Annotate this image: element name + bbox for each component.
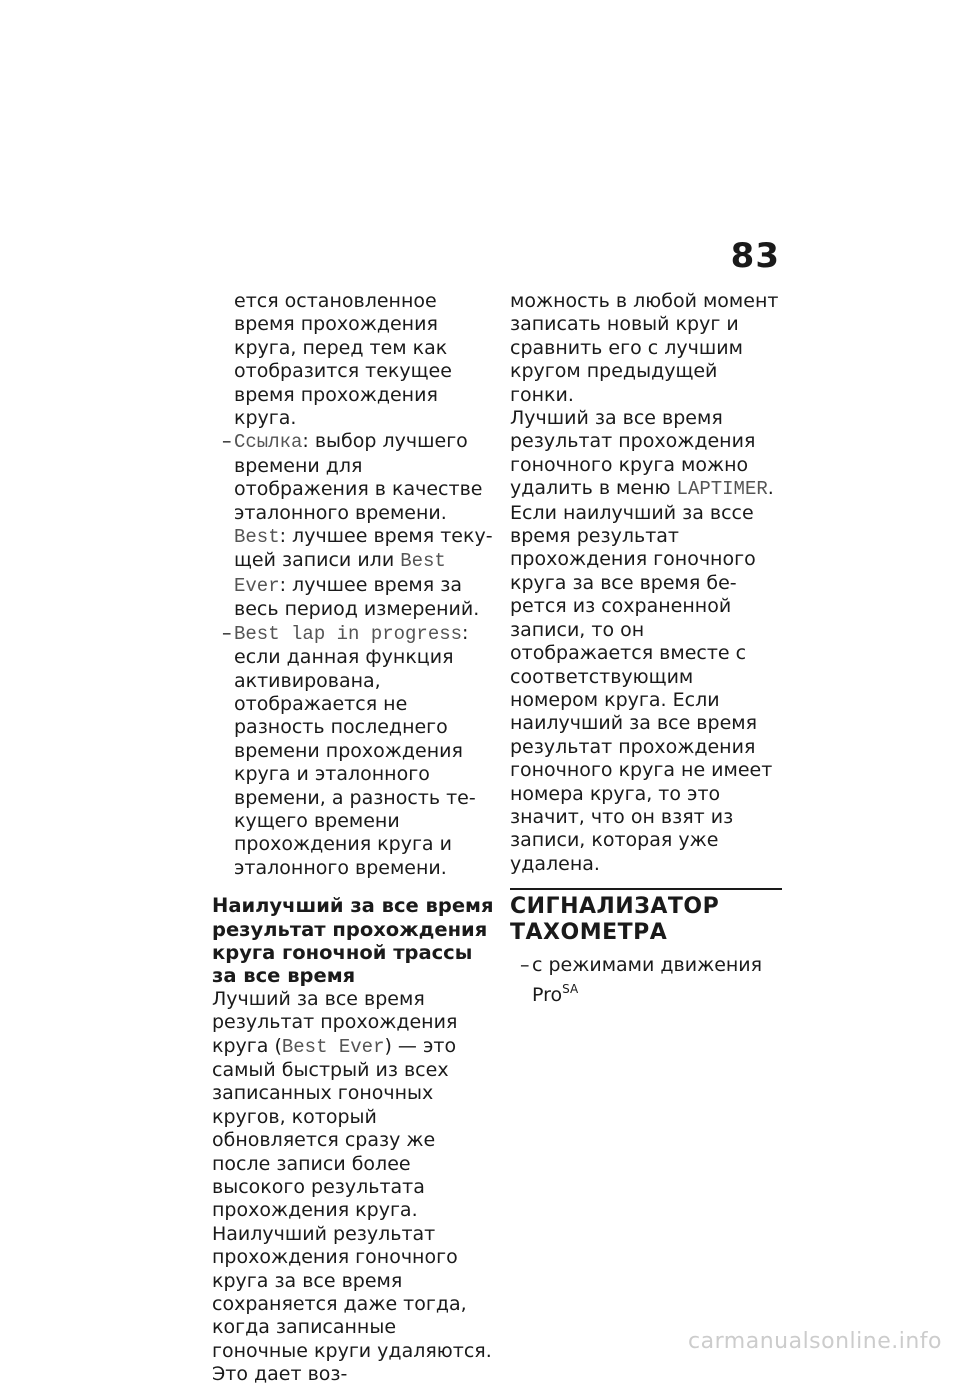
paragraph-text: ) — это самый быстрый из всех записанных гоночных кругов, который обновляется сразу же после записи более высокого результата прохождения круга. — [212, 1034, 457, 1222]
section-title: СИГНАЛИЗАТОР ТАХОМЕТРА — [510, 894, 720, 946]
page-number: 83 — [730, 236, 780, 276]
section-heading: Наилучший за все время результат прохождения круга гоночной трассы за все время — [212, 894, 494, 988]
paragraph-lap-number: Если наилучший за вссе время результат прохождения гоночного круга за все время берется из сохраненной записи, то он отображается вместе с соответствующим номером круга. Если наилучший за все время результат прохождения гоночного круга не имеет номера круга, то это значит, что он взят из записи, которая уже удалена. — [510, 501, 773, 875]
item-text: : если данная функция активирована, отображается не разность последнего времени прохождения круга и эталонного времени, а разность текущего времени прохождения круга и эталонного времени. — [234, 621, 476, 879]
paragraph-compare: можность в любой момент записать новый круг и сравнить его с лучшим кругом предыдущей гонки. — [510, 290, 779, 406]
paragraph-delete — [510, 407, 782, 502]
term-best-ever: Best Ever — [234, 550, 446, 597]
list-item-reference — [212, 430, 496, 621]
superscript: SA — [562, 981, 579, 996]
term-best-ever: Best Ever — [281, 1035, 385, 1058]
paragraph-text: . — [767, 477, 774, 500]
term-best-lap: Best lap in progress — [234, 622, 463, 645]
item-text: : выбор лучшего времени для отображения в качестве эталонного времени. — [234, 430, 483, 524]
intro-paragraph: ется остановленное время прохождения круга, перед тем как отобразится текущее время прохождения круга. — [234, 290, 452, 430]
watermark: carmanualsonline.info — [688, 1329, 942, 1354]
term-reference: Ссылка — [234, 431, 303, 454]
item-text: с режимами движения Pro — [532, 954, 763, 1006]
section-rule — [510, 888, 782, 946]
list-item-riding-modes — [510, 954, 782, 1007]
dash-bullet: – — [222, 621, 232, 644]
item-text: : лучшее время за весь период измерений. — [234, 573, 480, 621]
paragraph-best-ever — [212, 988, 496, 1223]
item-text: : лучшее время текущей записи или — [234, 525, 493, 572]
dash-bullet: – — [520, 954, 530, 977]
term-laptimer: LAPTIMER — [676, 478, 768, 501]
paragraph-saved: Наилучший результат прохождения гоночного круга за все время сохраняется даже тогда, когда записанные гоночные круги удаляются. Это дает воз- — [212, 1222, 492, 1386]
list-item-best-lap — [212, 622, 496, 880]
term-best: Best — [234, 526, 280, 549]
paragraph-text: Лучший за все время результат прохождения гоночного круга можно удалить в меню — [510, 407, 756, 500]
right-column — [510, 290, 782, 1007]
paragraph-text: Лучший за все время результат прохождения круга ( — [212, 987, 458, 1057]
left-column — [212, 290, 496, 1387]
dash-bullet: – — [222, 430, 232, 453]
